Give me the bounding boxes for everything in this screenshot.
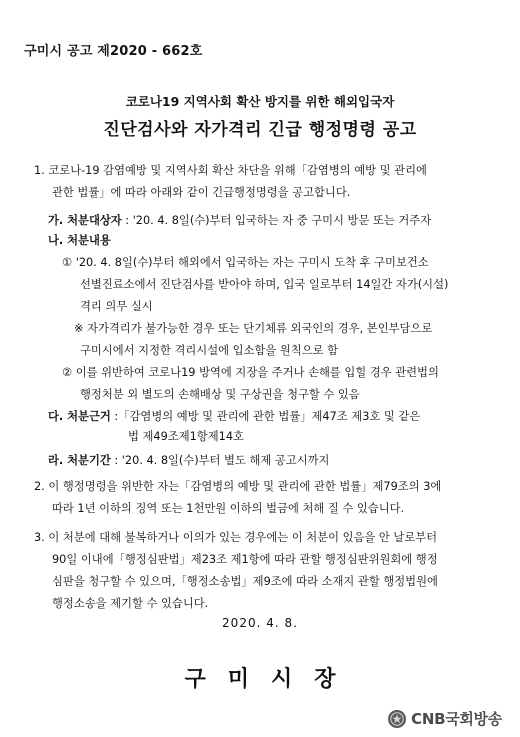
section3-line2: 90일 이내에「행정심판법」제23조 제1항에 따라 관할 행정심판위원회에 행정 (52, 553, 438, 566)
item-ga (48, 214, 431, 228)
item-ra-text: : '20. 4. 8일(수)부터 별도 해제 공고시까지 (110, 454, 330, 467)
notice-subtitle: 코로나19 지역사회 확산 방지를 위한 해외입국자 (125, 94, 395, 109)
notice-date: 2020. 4. 8. (222, 616, 298, 630)
signatory: 구미시장 (184, 667, 358, 692)
watermark-text: CNB국회방송 (411, 710, 502, 728)
notice-title: 진단검사와 자가격리 긴급 행정명령 공고 (103, 120, 417, 140)
circ2-line1: ② 이를 위반하여 코로나19 방역에 지장을 주거나 손해를 입힐 경우 관련법의 (62, 366, 439, 379)
circ1-line3: 격리 의무 실시 (80, 300, 153, 313)
circ1-line1: ① '20. 4. 8일(수)부터 해외에서 입국하는 자는 구미시 도착 후 구미보건소 (62, 256, 429, 269)
item-ra (48, 454, 329, 468)
item-ra-label: 라. 처분기간 (48, 454, 111, 467)
item-da (48, 410, 420, 424)
section3-line3: 심판을 청구할 수 있으며,「행정소송법」제9조에 따라 소재지 관할 행정법원에 (52, 575, 438, 588)
assembly-seal-icon (387, 709, 407, 729)
item-da-text1: :「감염병의 예방 및 관리에 관한 법률」제47조 제3호 및 같은 (110, 410, 421, 423)
notice-number: 구미시 공고 제2020 - 662호 (24, 44, 203, 59)
item-da-label: 다. 처분근거 (48, 410, 111, 423)
section3-line4: 행정소송을 제기할 수 있습니다. (52, 597, 209, 610)
circ1-line2: 선별진료소에서 진단검사를 받아야 하며, 입국 일로부터 14일간 자가(시설) (80, 278, 449, 291)
item-ga-label: 가. 처분대상자 (48, 214, 122, 227)
section1-line2: 관한 법률」에 따라 아래와 같이 긴급행정명령을 공고합니다. (52, 186, 351, 199)
note-line2: 구미시에서 지정한 격리시설에 입소함을 원칙으로 함 (80, 344, 339, 357)
broadcaster-watermark (387, 708, 502, 729)
section2-line2: 따라 1년 이하의 징역 또는 1천만원 이하의 벌금에 처해 질 수 있습니다. (52, 502, 405, 515)
section2-line1: 2. 이 행정명령을 위반한 자는「감염병의 예방 및 관리에 관한 법률」제79조의 3에 (34, 480, 442, 493)
item-ga-text: : '20. 4. 8일(수)부터 입국하는 자 중 구미시 방문 또는 거주자 (121, 214, 432, 227)
section3-line1: 3. 이 처분에 대해 불복하거나 이의가 있는 경우에는 이 처분이 있음을 안 날로부터 (34, 531, 438, 544)
note-line1: ※ 자가격리가 불가능한 경우 또는 단기체류 외국인의 경우, 본인부담으로 (74, 322, 433, 335)
circ2-line2: 행정처분 외 별도의 손해배상 및 구상권을 청구할 수 있음 (80, 388, 360, 401)
item-da-text2: 법 제49조제1항제14호 (128, 430, 244, 443)
section1-line1: 1. 코로나-19 감염예방 및 지역사회 확산 차단을 위해「감염병의 예방 및 관리에 (34, 164, 427, 177)
item-na-label: 나. 처분내용 (48, 234, 111, 247)
